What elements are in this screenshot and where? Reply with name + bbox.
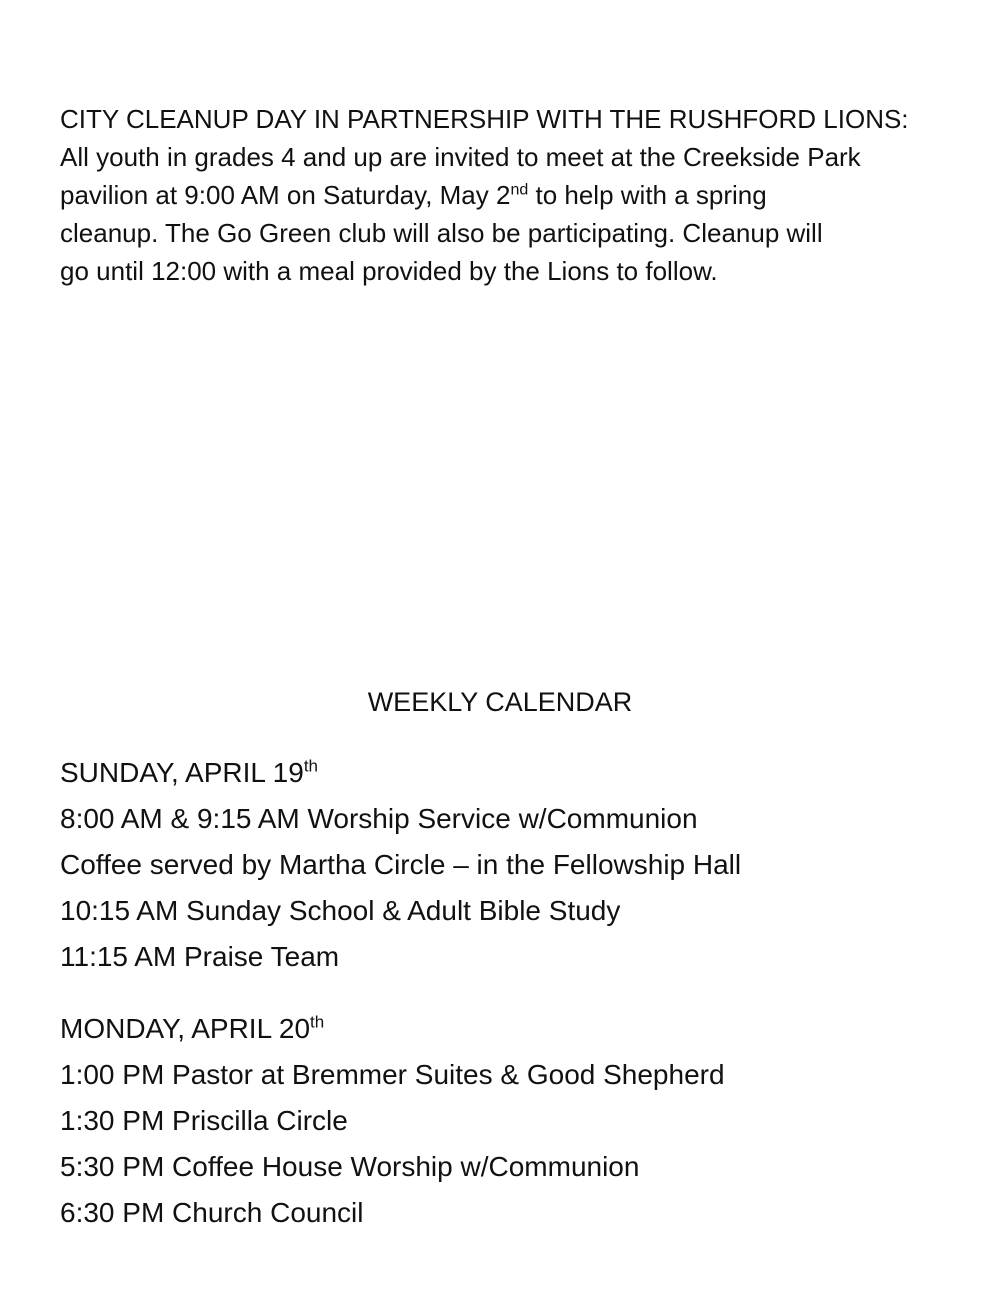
sunday-schedule <box>60 750 960 980</box>
calendar-event: 6:30 PM Church Council <box>60 1197 364 1228</box>
cleanup-notice <box>60 100 960 290</box>
calendar-event: 5:30 PM Coffee House Worship w/Communion <box>60 1151 640 1182</box>
calendar-event: 8:00 AM & 9:15 AM Worship Service w/Communion <box>60 803 698 834</box>
calendar-event: 1:00 PM Pastor at Bremmer Suites & Good Shepherd <box>60 1059 725 1090</box>
ordinal-suffix: th <box>310 1012 325 1032</box>
day-heading <box>60 1006 960 1052</box>
calendar-title: WEEKLY CALENDAR <box>367 687 633 717</box>
ordinal-suffix: th <box>303 756 319 776</box>
day-heading-text: SUNDAY, APRIL 19 <box>60 757 304 788</box>
ordinal-suffix: nd <box>510 181 529 199</box>
notice-line: go until 12:00 with a meal provided by the Lions to follow. <box>60 256 718 286</box>
day-heading-text: MONDAY, APRIL 20 <box>60 1013 311 1044</box>
calendar-event: 1:30 PM Priscilla Circle <box>60 1105 348 1136</box>
notice-line: All youth in grades 4 and up are invited to meet at the Creekside Park <box>60 142 861 172</box>
calendar-event: 10:15 AM Sunday School & Adult Bible Study <box>60 895 621 926</box>
notice-heading: CITY CLEANUP DAY IN PARTNERSHIP WITH THE RUSHFORD LIONS: <box>60 104 909 134</box>
calendar-event: Coffee served by Martha Circle – in the Fellowship Hall <box>60 849 742 880</box>
notice-line <box>60 176 960 214</box>
notice-text: pavilion at 9:00 AM on Saturday, May 2 <box>60 180 511 210</box>
day-heading <box>60 750 960 796</box>
notice-text: to help with a spring <box>528 180 767 210</box>
calendar-event: 11:15 AM Praise Team <box>60 941 340 972</box>
monday-schedule <box>60 1006 960 1236</box>
notice-line: cleanup. The Go Green club will also be participating. Cleanup will <box>60 218 823 248</box>
